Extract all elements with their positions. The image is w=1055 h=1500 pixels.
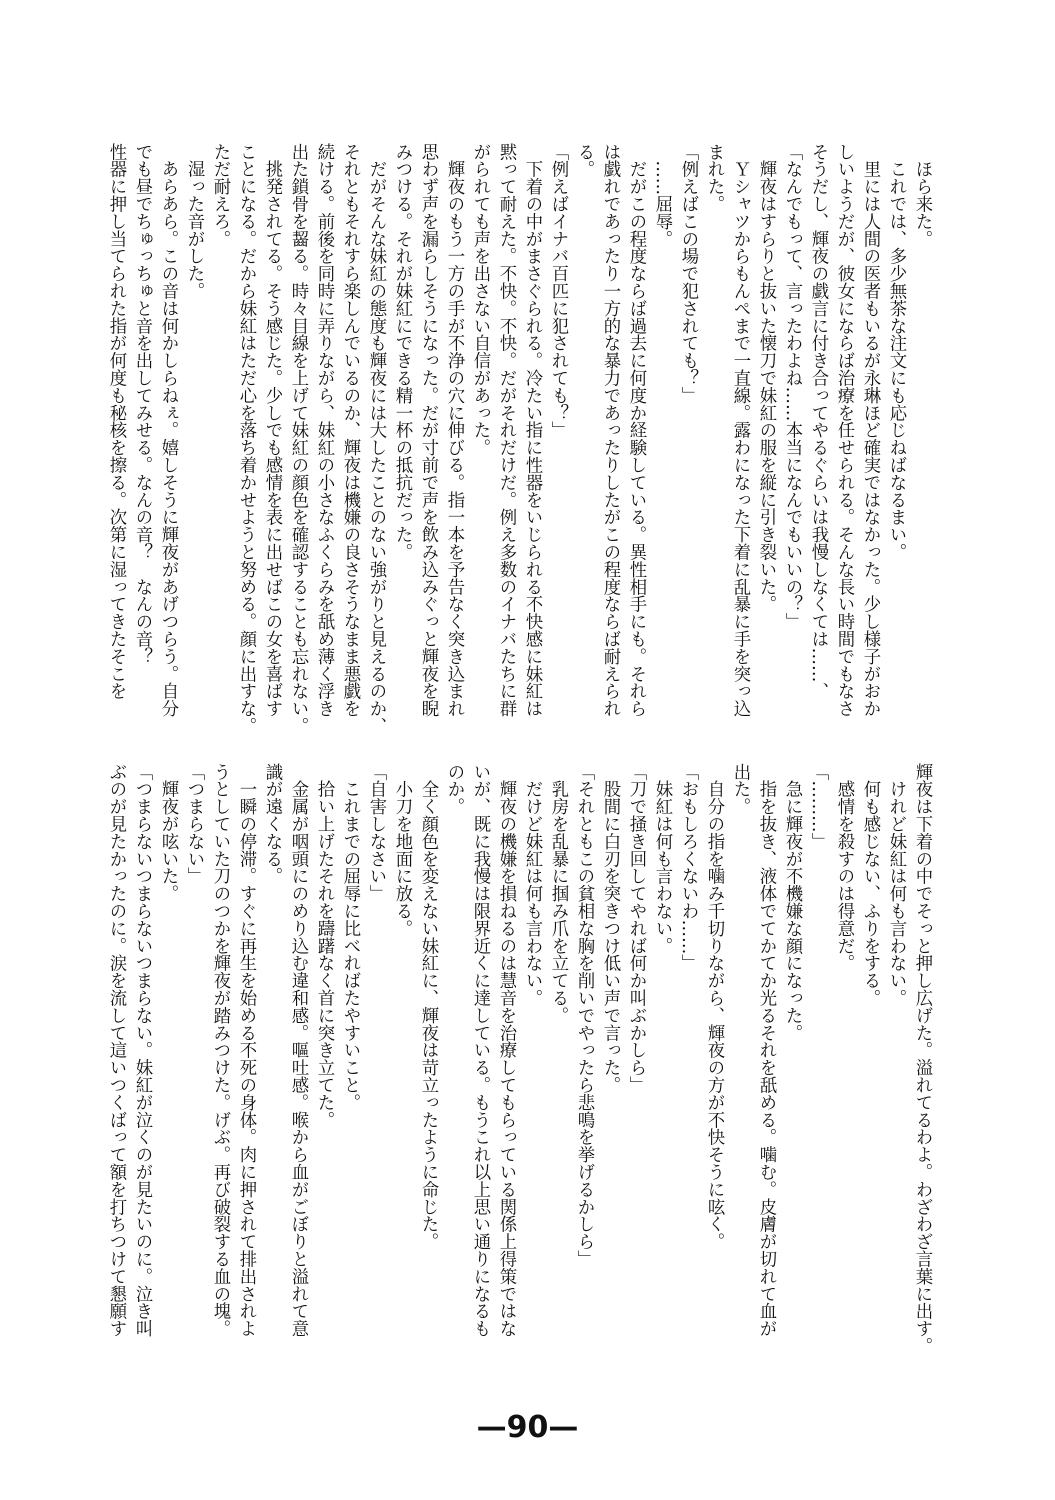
text-line: 股間に白刃を突きつけ低い声で言った。: [600, 763, 620, 1094]
text-line: 輝夜はすらりと抜いた懐刀で妹紅の服を縦に引き裂いた。: [756, 143, 776, 613]
text-line: 続ける。前後を同時に弄りながら、妹紅の小さなふくらみを舐め薄く浮き: [314, 143, 334, 718]
text-line: 自分の指を噛み千切りながら、輝夜の方が不快そうに呟く。: [704, 763, 724, 1251]
text-line: る。: [574, 143, 594, 178]
text-line: 全く顔色を変えない妹紅に、輝夜は苛立ったように命じた。: [418, 763, 438, 1251]
text-line: ただ耐えろ。: [210, 143, 230, 248]
text-line: がられても声を出さない自信があった。: [470, 143, 490, 457]
text-block-top: [103, 143, 935, 733]
text-line: それともそれすら楽しんでいるのか、輝夜は機嫌の良さそうなまま悪戯を: [340, 143, 360, 718]
text-line: ……屈辱。: [652, 143, 672, 248]
text-line: 「つまらないつまらないつまらない。妹紅が泣くのが見たいのに。泣き叫: [132, 763, 152, 1338]
text-line: 挑発されてる。そう感じた。少しでも感情を表に出せばこの女を喜ばす: [262, 143, 282, 718]
text-line: 「例えばイナバ百匹に犯されても？」: [548, 143, 568, 439]
text-line: 輝夜のもう一方の手が不浄の穴に伸びる。指一本を予告なく突き込まれ: [444, 143, 464, 718]
text-line: 妹紅は何も言わない。: [652, 763, 672, 955]
text-line: 「なんでもって、言ったわよね……本当になんでもいいの？」: [782, 143, 802, 631]
text-line: 何も感じない、ふりをする。: [860, 763, 880, 1007]
text-line: 「自害しなさい」: [366, 763, 386, 903]
text-line: そうだし、輝夜の戯言に付き合ってやるぐらいは我慢しなくては……、: [808, 143, 828, 700]
text-line: だがこの程度ならば過去に何度か経験している。異性相手にも。それら: [626, 143, 646, 718]
text-line: 「それともこの貧相な胸を削いでやったら悲鳴を挙げるかしら」: [574, 763, 594, 1268]
text-line: けれど妹紅は何も言わない。: [886, 763, 906, 1007]
text-line: 感情を殺すのは得意だ。: [834, 763, 854, 972]
page-number: —90—: [476, 1410, 579, 1445]
text-line: あらあら。この音は何かしらねぇ。嬉しそうに輝夜があげつらう。自分: [158, 143, 178, 718]
text-line: 里には人間の医者もいるが永琳ほど確実ではなかった。少し様子がおか: [860, 143, 880, 718]
text-line: 「………」: [808, 763, 828, 850]
text-line: これまでの屈辱に比べればたやすいこと。: [340, 763, 360, 1111]
text-line: 金属が咽頭にのめり込む違和感。嘔吐感。喉から血がごぼりと溢れて意: [288, 763, 308, 1338]
text-line: Ｙシャツからもんぺまで一直線。露わになった下着に乱暴に手を突っ込: [730, 143, 750, 718]
text-line: のか。: [444, 763, 464, 816]
text-line: 拾い上げたそれを躊躇なく首に突き立てた。: [314, 763, 334, 1129]
text-line: 出た。: [730, 763, 750, 816]
text-line: でも昼でちゅっちゅと音を出してみせる。なんの音？ なんの音？: [132, 143, 152, 665]
text-line: 「刀で掻き回してやれば何か叫ぶかしら」: [626, 763, 646, 1094]
text-block-bottom: [103, 763, 935, 1353]
text-line: ほら来た。: [912, 143, 932, 248]
text-line: 思わず声を漏らしそうになった。だが寸前で声を飲み込みぐっと輝夜を睨: [418, 143, 438, 718]
text-line: しいようだが、彼女にならば治療を任せられる。そんな長い時間でもなさ: [834, 143, 854, 718]
text-line: 識が遠くなる。: [262, 763, 282, 885]
text-line: だがそんな妹紅の態度も輝夜には大したことのない強がりと見えるのか、: [366, 143, 386, 735]
text-line: 小刀を地面に放る。: [392, 763, 412, 937]
text-line: これでは、多少無茶な注文にも応じねばなるまい。: [886, 143, 906, 561]
text-line: みつける。それが妹紅にできる精一杯の抵抗だった。: [392, 143, 412, 561]
text-line: 乳房を乱暴に掴み爪を立てる。: [548, 763, 568, 1024]
text-line: 急に輝夜が不機嫌な顔になった。: [782, 763, 802, 1042]
text-line: ことになる。だから妹紅はただ心を落ち着かせようと努める。顔に出すな。: [236, 143, 256, 735]
text-line: 出た鎖骨を齧る。時々目線を上げて妹紅の顔色を確認することも忘れない。: [288, 143, 308, 735]
text-line: は戯れであったり一方的な暴力であったりしたがこの程度ならば耐えられ: [600, 143, 620, 718]
text-line: 湿った音がした。: [184, 143, 204, 300]
text-line: うとしていた刀のつかを輝夜が踏みつけた。げぶ。再び破裂する血の塊。: [210, 763, 230, 1338]
text-line: 「つまらない」: [184, 763, 204, 885]
text-line: 輝夜が呟いた。: [158, 763, 178, 903]
text-line: だけど妹紅は何も言わない。: [522, 763, 542, 1007]
text-line: まれた。: [704, 143, 724, 213]
text-line: 輝夜は下着の中でそっと押し広げた。溢れてるわよ。わざわざ言葉に出す。: [912, 763, 932, 1355]
text-line: 「おもしろくないわ……」: [678, 763, 698, 972]
text-line: いが、既に我慢は限界近くに達している。もうこれ以上思い通りになるも: [470, 763, 490, 1338]
text-line: 輝夜の機嫌を損ねるのは慧音を治療してもらっている関係上得策ではな: [496, 763, 516, 1338]
text-line: 黙って耐えた。不快。不快。だがそれだけだ。例え多数のイナバたちに群: [496, 143, 516, 718]
text-line: 指を抜き、液体でてかてか光るそれを舐める。噛む。皮膚が切れて血が: [756, 763, 776, 1338]
text-line: ぶのが見たかったのに。涙を流して這いつくばって額を打ちつけて懇願す: [106, 763, 126, 1338]
text-line: 「例えばこの場で犯されても？」: [678, 143, 698, 404]
text-line: 性器に押し当てられた指が何度も秘核を擦る。次第に湿ってきたそこを: [106, 143, 126, 700]
text-line: 一瞬の停滞。すぐに再生を始める不死の身体。肉に押されて排出されよ: [236, 763, 256, 1338]
text-line: 下着の中がまさぐられる。冷たい指に性器をいじられる不快感に妹紅は: [522, 143, 542, 718]
